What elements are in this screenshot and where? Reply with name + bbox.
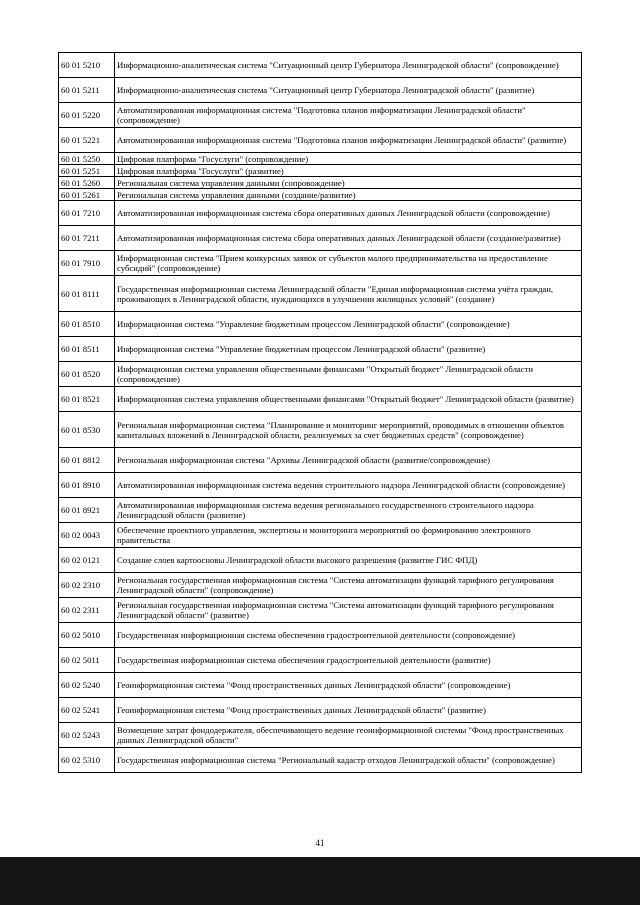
table-row xyxy=(59,103,582,128)
budget-code-table xyxy=(58,52,582,773)
row-description: Обеспечение проектного управления, экспертизы и мониторинга мероприятий по формированию электронного правительства xyxy=(115,523,582,548)
row-description: Государственная информационная система обеспечения градостроительной деятельности (развитие) xyxy=(115,648,582,673)
row-code: 60 01 5260 xyxy=(59,177,115,189)
row-code: 60 02 5241 xyxy=(59,698,115,723)
row-description: Создание слоев картоосновы Ленинградской области высокого разрешения (развитие ГИС ФПД) xyxy=(115,548,582,573)
table-row xyxy=(59,387,582,412)
row-code: 60 01 5261 xyxy=(59,189,115,201)
table-row xyxy=(59,412,582,448)
row-code: 60 02 2311 xyxy=(59,598,115,623)
row-code: 60 01 8521 xyxy=(59,387,115,412)
table-row xyxy=(59,623,582,648)
row-description: Информационно-аналитическая система "Ситуационный центр Губернатора Ленинградской области" (сопровождение) xyxy=(115,53,582,78)
table-row xyxy=(59,165,582,177)
table-row xyxy=(59,698,582,723)
row-description: Автоматизированная информационная система сбора оперативных данных Ленинградской области (сопровождение) xyxy=(115,201,582,226)
row-description: Региональная система управления данными (сопровождение) xyxy=(115,177,582,189)
table-row xyxy=(59,189,582,201)
row-description: Региональная государственная информационная система "Система автоматизации функций тарифного регулирования Ленинградской области" (сопровождение) xyxy=(115,573,582,598)
table-row xyxy=(59,748,582,773)
table-row xyxy=(59,723,582,748)
page-number: 41 xyxy=(315,838,325,848)
row-code: 60 01 5251 xyxy=(59,165,115,177)
row-code: 60 01 5210 xyxy=(59,53,115,78)
row-code: 60 01 8910 xyxy=(59,473,115,498)
row-description: Автоматизированная информационная система ведения строительного надзора Ленинградской области (сопровождение) xyxy=(115,473,582,498)
table-row xyxy=(59,498,582,523)
row-code: 60 02 5243 xyxy=(59,723,115,748)
table-row xyxy=(59,473,582,498)
row-description: Государственная информационная система Ленинградской области "Единая информационная система учёта граждан, проживающих в Ленинградской области, нуждающихся в улучшении жилищных условий" (создание) xyxy=(115,276,582,312)
table-row xyxy=(59,312,582,337)
table-row xyxy=(59,251,582,276)
row-code: 60 01 8921 xyxy=(59,498,115,523)
table-row xyxy=(59,523,582,548)
row-code: 60 02 0121 xyxy=(59,548,115,573)
row-description: Региональная система управления данными (создание/развитие) xyxy=(115,189,582,201)
row-description: Информационная система управления общественными финансами "Открытый бюджет" Ленинградской области (развитие) xyxy=(115,387,582,412)
table-row xyxy=(59,362,582,387)
row-description: Возмещение затрат фондодержателя, обеспечивающего ведение геоинформационной системы "Фонд пространственных данных Ленинградской области" xyxy=(115,723,582,748)
row-description: Геоинформационная система "Фонд пространственных данных Ленинградской области" (развитие) xyxy=(115,698,582,723)
row-description: Информационно-аналитическая система "Ситуационный центр Губернатора Ленинградской области" (развитие) xyxy=(115,78,582,103)
row-description: Цифровая платформа "Госуслуги" (развитие) xyxy=(115,165,582,177)
row-description: Региональная информационная система "Архивы Ленинградской области (развитие/сопровождение) xyxy=(115,448,582,473)
row-code: 60 02 5010 xyxy=(59,623,115,648)
table-row xyxy=(59,573,582,598)
row-code: 60 02 5310 xyxy=(59,748,115,773)
row-description: Автоматизированная информационная система ведения регионального государственного строительного надзора Ленинградской области (развитие) xyxy=(115,498,582,523)
table-row xyxy=(59,548,582,573)
table-row xyxy=(59,276,582,312)
row-code: 60 02 2310 xyxy=(59,573,115,598)
table-row xyxy=(59,226,582,251)
row-code: 60 02 5240 xyxy=(59,673,115,698)
row-description: Государственная информационная система обеспечения градостроительной деятельности (сопровождение) xyxy=(115,623,582,648)
row-description: Информационная система "Прием конкурсных заявок от субъектов малого предпринимательства на предоставление субсидий" (сопровождение) xyxy=(115,251,582,276)
table-row xyxy=(59,648,582,673)
row-code: 60 01 8511 xyxy=(59,337,115,362)
row-code: 60 01 5211 xyxy=(59,78,115,103)
scan-bottom-border xyxy=(0,857,640,905)
row-code: 60 01 5221 xyxy=(59,128,115,153)
row-description: Цифровая платформа "Госуслуги" (сопровождение) xyxy=(115,153,582,165)
row-code: 60 01 5250 xyxy=(59,153,115,165)
row-description: Геоинформационная система "Фонд пространственных данных Ленинградской области" (сопровождение) xyxy=(115,673,582,698)
row-code: 60 01 7210 xyxy=(59,201,115,226)
table-row xyxy=(59,128,582,153)
row-description: Информационная система "Управление бюджетным процессом Ленинградской области" (сопровождение) xyxy=(115,312,582,337)
row-description: Региональная государственная информационная система "Система автоматизации функций тарифного регулирования Ленинградской области" (развитие) xyxy=(115,598,582,623)
row-code: 60 01 8530 xyxy=(59,412,115,448)
table-row xyxy=(59,177,582,189)
row-code: 60 02 0043 xyxy=(59,523,115,548)
row-description: Государственная информационная система "Региональный кадастр отходов Ленинградской области" (сопровождение) xyxy=(115,748,582,773)
row-code: 60 02 5011 xyxy=(59,648,115,673)
table-row xyxy=(59,673,582,698)
budget-code-table-body xyxy=(59,53,582,773)
table-row xyxy=(59,153,582,165)
table-row xyxy=(59,448,582,473)
row-code: 60 01 5220 xyxy=(59,103,115,128)
row-code: 60 01 7910 xyxy=(59,251,115,276)
row-description: Региональная информационная система "Планирование и мониторинг мероприятий, проводимых в отношении объектов капитальных вложений в Ленинградской области, реализуемых за счет бюджетных средств" (сопровождение) xyxy=(115,412,582,448)
row-description: Автоматизированная информационная система "Подготовка планов информатизации Ленинградской области" (сопровождение) xyxy=(115,103,582,128)
table-row xyxy=(59,598,582,623)
row-description: Информационная система "Управление бюджетным процессом Ленинградской области" (развитие) xyxy=(115,337,582,362)
table-row xyxy=(59,78,582,103)
row-code: 60 01 7211 xyxy=(59,226,115,251)
row-code: 60 01 8510 xyxy=(59,312,115,337)
row-description: Информационная система управления общественными финансами "Открытый бюджет" Ленинградской области (сопровождение) xyxy=(115,362,582,387)
table-row xyxy=(59,53,582,78)
table-row xyxy=(59,337,582,362)
row-code: 60 01 8520 xyxy=(59,362,115,387)
row-description: Автоматизированная информационная система "Подготовка планов информатизации Ленинградской области" (развитие) xyxy=(115,128,582,153)
table-row xyxy=(59,201,582,226)
row-description: Автоматизированная информационная система сбора оперативных данных Ленинградской области (создание/развитие) xyxy=(115,226,582,251)
row-code: 60 01 8812 xyxy=(59,448,115,473)
row-code: 60 01 8111 xyxy=(59,276,115,312)
